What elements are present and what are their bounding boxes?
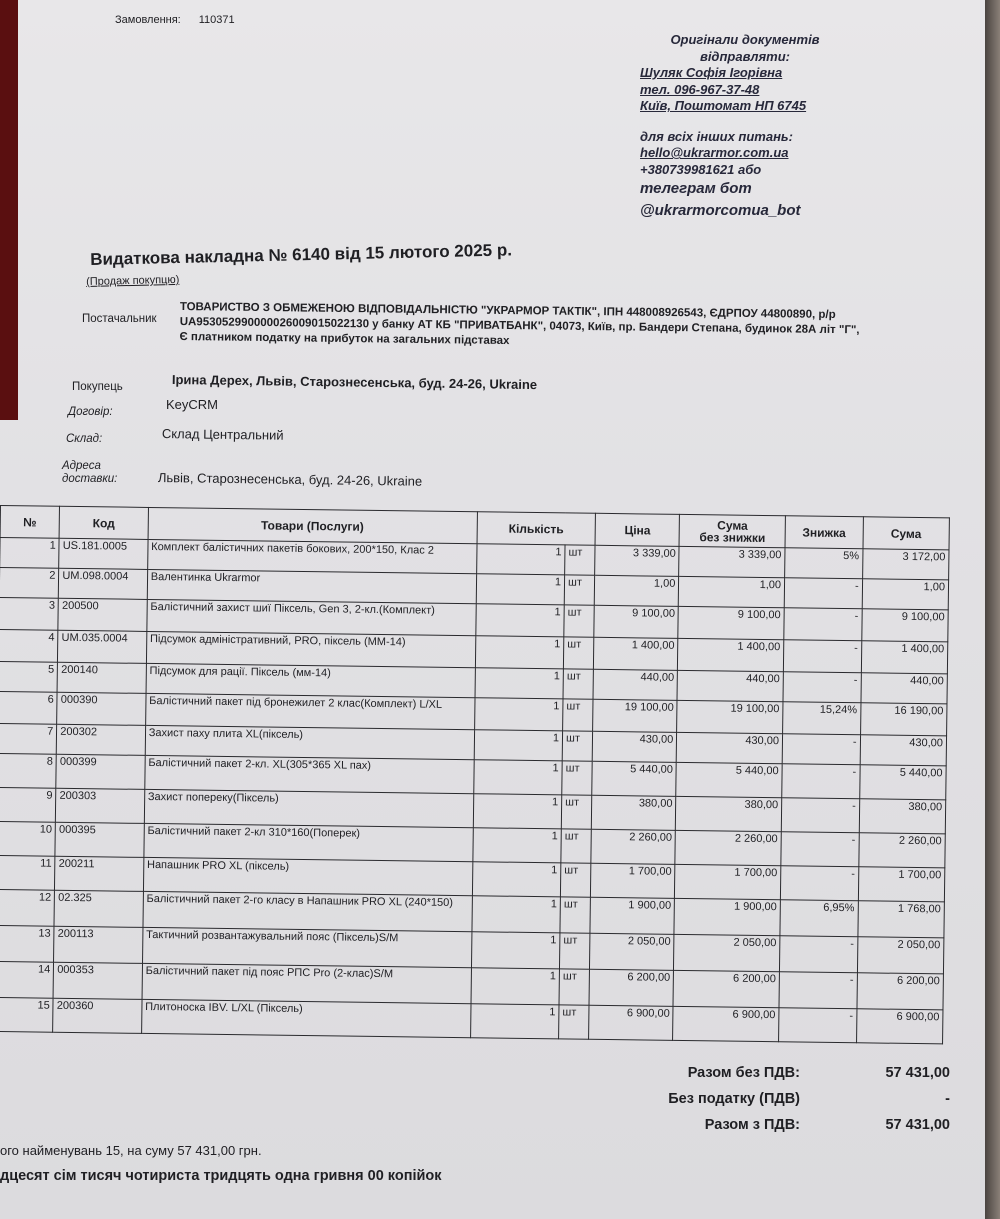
item-quantity: 1 [471, 932, 560, 969]
item-code: 000399 [56, 754, 145, 789]
item-name: Захист попереку(Піксель) [144, 789, 473, 827]
total-with-vat-label: Разом з ПДВ: [704, 1117, 800, 1133]
contact-phone-2: +380739981621 або [640, 161, 762, 177]
document-subtitle: (Продаж покупцю) [86, 273, 180, 288]
item-price: 19 100,00 [593, 699, 678, 732]
item-code: US.181.0005 [59, 538, 148, 569]
item-sum-no-discount: 1 400,00 [678, 638, 784, 671]
item-discount: - [782, 764, 860, 799]
item-name: Балістичний пакет 2-го класу в Напашник PRO XL (240*150) [143, 891, 472, 931]
header-qty: Кількість [477, 512, 596, 546]
item-price: 2 260,00 [591, 829, 676, 864]
totals-block [600, 1060, 950, 1138]
item-quantity: 1 [476, 544, 565, 575]
item-price: 9 100,00 [594, 605, 679, 638]
item-sum-no-discount: 6 900,00 [673, 1006, 779, 1041]
item-code: 200360 [53, 998, 142, 1033]
item-code: 000390 [57, 692, 146, 725]
contacts-block [640, 32, 850, 222]
item-unit: шт [560, 933, 591, 969]
row-number: 4 [0, 629, 58, 662]
item-sum-no-discount: 430,00 [677, 732, 783, 763]
row-number: 10 [0, 821, 56, 856]
tax-label: Без податку (ПДВ) [668, 1091, 800, 1107]
contacts-heading: Оригінали документів відправляти: [670, 32, 820, 64]
item-unit: шт [565, 545, 596, 575]
item-sum: 2 050,00 [857, 937, 944, 974]
item-quantity: 1 [475, 604, 564, 637]
item-quantity: 1 [470, 1004, 559, 1039]
item-discount: 15,24% [783, 702, 861, 735]
item-discount: - [782, 734, 860, 765]
item-sum: 6 900,00 [856, 1009, 943, 1044]
contact-email[interactable]: hello@ukrarmor.com.ua [640, 145, 789, 160]
item-discount: - [779, 936, 857, 973]
order-number [115, 14, 235, 26]
item-quantity: 1 [472, 862, 561, 897]
item-sum-no-discount: 1 900,00 [674, 898, 780, 935]
item-price: 5 440,00 [592, 761, 677, 796]
item-quantity: 1 [473, 760, 562, 795]
item-sum: 16 190,00 [860, 703, 947, 736]
total-with-vat-value: 57 431,00 [885, 1117, 950, 1133]
item-sum: 1 400,00 [861, 641, 948, 674]
item-name: Підсумок адміністративний, PRO, піксель (ММ-14) [146, 631, 475, 667]
item-unit: шт [563, 669, 594, 699]
item-unit: шт [560, 863, 591, 897]
item-name: Балістичний пакет 2-кл. XL(305*365 XL пах) [145, 755, 474, 793]
telegram-bot-label: телеграм бот [640, 180, 752, 197]
item-name: Балістичний пакет 2-кл 310*160(Поперек) [144, 823, 473, 861]
telegram-bot: @ukrarmorcomua_bot [640, 202, 801, 219]
item-discount: - [784, 608, 862, 641]
item-unit: шт [564, 605, 595, 637]
item-sum: 5 440,00 [859, 765, 946, 800]
delivery-address: Львів, Старознесенська, буд. 24-26, Ukraine [157, 470, 423, 489]
item-sum-no-discount: 380,00 [676, 796, 782, 831]
item-code: 000353 [53, 962, 142, 999]
item-code: 000395 [55, 822, 144, 857]
item-discount: - [780, 866, 858, 901]
item-discount: - [781, 832, 859, 867]
item-code: UM.098.0004 [59, 568, 148, 599]
goods-table-wrapper [0, 505, 950, 1044]
item-price: 6 200,00 [589, 969, 674, 1006]
total-no-vat-row [600, 1060, 950, 1086]
row-number: 9 [0, 787, 56, 822]
item-sum: 1 768,00 [858, 901, 945, 938]
item-sum: 440,00 [861, 673, 948, 704]
item-code: 200302 [57, 724, 146, 755]
item-quantity: 1 [473, 794, 562, 829]
item-quantity: 1 [473, 828, 562, 863]
item-quantity: 1 [471, 968, 560, 1005]
item-code: 200303 [56, 788, 145, 823]
item-name: Тактичний розвантажувальний пояс (Піксель)S/M [142, 927, 471, 967]
header-discount: Знижка [785, 516, 863, 549]
header-sum-no-discount-line-2: без знижки [699, 529, 766, 545]
row-number: 8 [0, 753, 57, 788]
item-price: 1 700,00 [591, 863, 676, 898]
item-sum: 2 260,00 [859, 833, 946, 868]
buyer-label: Покупець [72, 381, 123, 393]
item-unit: шт [561, 795, 592, 829]
item-discount: - [784, 578, 862, 609]
goods-table [0, 505, 950, 1044]
item-unit: шт [562, 731, 593, 761]
item-name: Балістичний пакет під пояс РПС Pro (2-клас)S/M [142, 963, 471, 1003]
item-discount: - [781, 798, 859, 833]
item-price: 440,00 [593, 669, 677, 700]
item-sum: 430,00 [860, 735, 947, 766]
item-code: 02.325 [54, 890, 143, 927]
total-no-vat-label: Разом без ПДВ: [687, 1065, 800, 1081]
document-title: Видаткова накладна № 6140 від 15 лютого 2025 р. [90, 240, 513, 269]
amount-in-words: дцесят сім тисяч чотириста тридцять одна гривня 00 копійок [0, 1168, 442, 1184]
item-name: Підсумок для рації. Піксель (мм-14) [146, 663, 475, 697]
supplier-label: Постачальник [82, 313, 157, 325]
item-quantity: 1 [476, 574, 565, 605]
item-sum: 1,00 [862, 579, 949, 610]
delivery-label-line-2: доставки: [62, 473, 118, 485]
row-number: 5 [0, 661, 58, 692]
contact-address: Київ, Поштомат НП 6745 [640, 98, 807, 113]
item-code: 200140 [57, 662, 146, 693]
warehouse-value: Склад Центральний [161, 426, 284, 443]
item-discount: - [779, 972, 857, 1009]
row-number: 13 [0, 925, 54, 962]
header-code: Код [59, 506, 148, 539]
header-goods: Товари (Послуги) [148, 507, 477, 543]
item-discount: 5% [785, 548, 863, 579]
item-name: Плитоноска IBV. L/XL (Піксель) [141, 999, 470, 1037]
item-sum: 6 200,00 [857, 973, 944, 1010]
item-quantity: 1 [475, 636, 564, 669]
item-price: 1,00 [594, 575, 678, 606]
item-price: 1 400,00 [594, 637, 679, 670]
item-sum-no-discount: 1,00 [679, 576, 785, 607]
item-unit: шт [560, 897, 591, 933]
item-code: 200211 [55, 856, 144, 891]
header-no: № [0, 506, 60, 539]
row-number: 6 [0, 691, 57, 724]
contact-phone: тел. 096-967-37-48 [640, 81, 760, 97]
header-sum-no-discount-line-1: Сума [717, 517, 748, 533]
item-sum: 9 100,00 [861, 609, 948, 642]
item-sum-no-discount: 19 100,00 [677, 700, 783, 733]
background-edge-right [985, 0, 1000, 1219]
item-unit: шт [562, 761, 593, 795]
item-price: 6 900,00 [589, 1005, 674, 1040]
item-quantity: 1 [474, 730, 563, 761]
row-number: 15 [0, 997, 53, 1032]
buyer-details: Ірина Дерех, Львів, Старознесенська, буд. 24-26, Ukraine [171, 372, 538, 393]
header-sum-no-discount [679, 514, 785, 547]
item-name: Захист паху плита XL(піксель) [145, 725, 474, 759]
row-number: 2 [0, 568, 59, 599]
item-sum-no-discount: 2 050,00 [674, 934, 780, 971]
item-name: Напашник PRO XL (піксель) [143, 857, 472, 895]
background-edge [0, 0, 18, 420]
item-sum: 3 172,00 [862, 549, 949, 580]
tax-row [600, 1086, 950, 1112]
item-quantity: 1 [472, 896, 561, 933]
item-price: 430,00 [592, 731, 676, 762]
item-code: 200500 [58, 598, 147, 631]
item-sum-no-discount: 3 339,00 [679, 546, 785, 577]
total-with-vat-row [600, 1112, 950, 1138]
item-sum: 380,00 [859, 799, 946, 834]
item-unit: шт [563, 699, 594, 731]
tax-value: - [945, 1091, 950, 1107]
item-name: Балістичний захист шиї Піксель, Gen 3, 2-кл.(Комплект) [147, 599, 476, 635]
row-number: 12 [0, 889, 55, 926]
item-quantity: 1 [474, 698, 563, 731]
supplier-details: ТОВАРИСТВО З ОБМЕЖЕНОЮ ВІДПОВІДАЛЬНІСТЮ "УКРАРМОР ТАКТІК", ІПН 448008926543, ЄДРПОУ 44800890, р/р UA953052990000026009015022130 у банку АТ КБ "ПРИВАТБАНК", 04073, Київ, пр. Бандери Степана, будинок 28А літ "Г", Є платником податку на прибуток на загальних підставах [179, 300, 860, 348]
item-sum-no-discount: 1 700,00 [675, 864, 781, 899]
items-summary: ого найменувань 15, на суму 57 431,00 грн. [0, 1143, 262, 1158]
order-label: Замовлення: [115, 14, 181, 26]
item-price: 1 900,00 [590, 897, 675, 934]
item-unit: шт [561, 829, 592, 863]
contract-label: Договір: [68, 406, 113, 418]
item-quantity: 1 [475, 668, 564, 699]
item-price: 3 339,00 [595, 545, 679, 576]
row-number: 7 [0, 723, 57, 754]
item-unit: шт [559, 1005, 590, 1039]
item-sum: 1 700,00 [858, 867, 945, 902]
item-name: Балістичний пакет під бронежилет 2 клас(Комплект) L/XL [145, 693, 474, 729]
warehouse-label: Склад: [66, 433, 103, 445]
other-questions-heading: для всіх інших питань: [640, 128, 793, 144]
item-name: Комплект балістичних пакетів бокових, 200*150, Клас 2 [147, 539, 476, 573]
item-discount: 6,95% [780, 900, 858, 937]
row-number: 1 [0, 538, 59, 569]
contact-name: Шуляк Софія Ігорівна [640, 65, 783, 80]
item-unit: шт [559, 969, 590, 1005]
header-price: Ціна [595, 513, 680, 546]
delivery-label-line-1: Адреса [62, 460, 101, 472]
item-name: Валентинка Ukrarmor [147, 569, 476, 603]
item-discount: - [783, 672, 861, 703]
total-no-vat-value: 57 431,00 [885, 1065, 950, 1081]
order-value: 110371 [198, 14, 235, 26]
row-number: 3 [0, 597, 59, 630]
delivery-label [62, 460, 117, 486]
item-discount: - [779, 1008, 857, 1043]
item-sum-no-discount: 9 100,00 [678, 606, 784, 639]
contract-value: KeyCRM [166, 397, 219, 412]
item-sum-no-discount: 6 200,00 [673, 970, 779, 1007]
row-number: 11 [0, 855, 55, 890]
item-unit: шт [564, 575, 595, 605]
item-sum-no-discount: 2 260,00 [675, 830, 781, 865]
item-price: 2 050,00 [590, 933, 675, 970]
item-price: 380,00 [592, 795, 677, 830]
item-sum-no-discount: 440,00 [677, 670, 783, 701]
item-sum-no-discount: 5 440,00 [676, 762, 782, 797]
item-unit: шт [563, 637, 594, 669]
item-code: 200113 [54, 926, 143, 963]
item-discount: - [783, 640, 861, 673]
header-sum: Сума [863, 517, 950, 550]
item-code: UM.035.0004 [58, 630, 147, 663]
row-number: 14 [0, 961, 54, 998]
